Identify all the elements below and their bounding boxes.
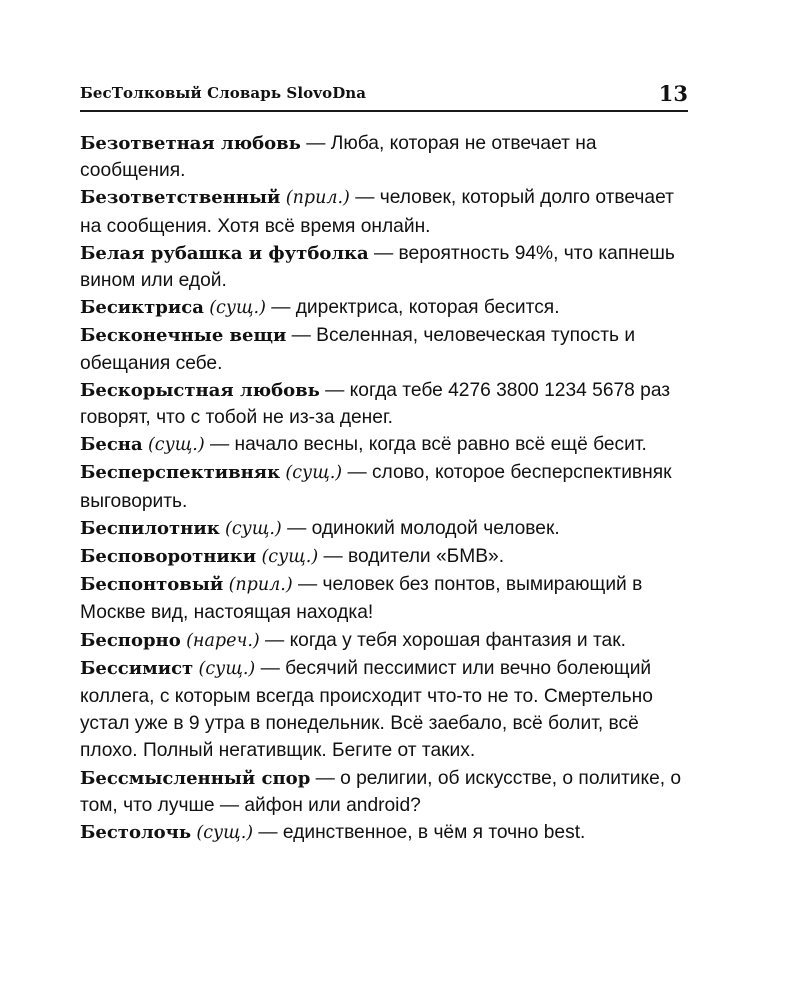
entry-definition: — единственное, в чём я точно best.	[253, 822, 586, 844]
entry-definition: — человек без понтов, вымирающий в Москве вид, настоящая находка!	[80, 574, 643, 624]
entry-term: Бесперспективняк	[80, 462, 281, 484]
entry-definition: — бесячий пессимист или вечно болеющий коллега, с которым всегда происходит что-то не то. Смертельно устал уже в 9 утра в понедельник. Всё заебало, всё болит, всё плохо. Полный негативщик. Бегите от таких.	[80, 657, 653, 762]
entry-term: Безответная любовь	[80, 133, 301, 154]
entry-definition: — человек, который долго отвечает на сообщения. Хотя всё время онлайн.	[80, 187, 674, 237]
dictionary-entry	[80, 130, 690, 184]
entry-part-of-speech: (прил.)	[285, 188, 350, 209]
entry-definition: — слово, которое бесперспективняк выговорить.	[80, 462, 672, 512]
dictionary-entry	[80, 765, 690, 819]
dictionary-entry	[80, 655, 690, 765]
entry-term: Беспонтовый	[80, 574, 224, 596]
dictionary-entry	[80, 377, 690, 431]
entry-part-of-speech: (сущ.)	[147, 435, 205, 456]
entry-term: Бесконечные вещи	[80, 325, 287, 347]
dictionary-entry	[80, 322, 690, 376]
dictionary-entry	[80, 294, 690, 322]
entry-term: Бессмысленный спор	[80, 767, 311, 789]
entry-part-of-speech: (сущ.)	[209, 298, 266, 319]
entry-part-of-speech: (сущ.)	[225, 518, 282, 539]
entry-part-of-speech: (сущ.)	[261, 547, 319, 568]
running-title: БесТолковый Словарь SlovoDna	[80, 84, 367, 102]
entry-definition: — начало весны, когда всё равно всё ещё бесит.	[204, 434, 647, 456]
entry-definition: — водители «БМВ».	[318, 546, 505, 568]
dictionary-entry	[80, 240, 690, 294]
entry-term: Белая рубашка и футболка	[80, 242, 369, 264]
entry-definition: — Вселенная, человеческая тупость и обещания себе.	[80, 325, 636, 374]
entry-term: Безответственный	[80, 187, 281, 209]
entry-definition: — Люба, которая не отвечает на сообщения.	[80, 133, 597, 182]
entry-term: Бесповоротники	[80, 546, 257, 568]
entry-definition: — одинокий молодой человек.	[281, 517, 560, 539]
entry-definition: — когда тебе 4276 3800 1234 5678 раз говорят, что с тобой не из-за денег.	[80, 379, 671, 429]
page-header	[80, 80, 688, 112]
dictionary-entry	[80, 431, 690, 459]
entry-term: Бесиктриса	[80, 297, 204, 319]
dictionary-entry	[80, 819, 690, 847]
dictionary-entry	[80, 515, 690, 543]
entry-part-of-speech: (сущ.)	[196, 823, 254, 844]
entry-definition: — директриса, которая бесится.	[265, 297, 560, 319]
entry-term: Бессимист	[80, 657, 194, 679]
entry-term: Беспилотник	[80, 517, 220, 539]
dictionary-entry	[80, 571, 690, 626]
page-number: 13	[658, 81, 688, 106]
entry-term: Бесна	[80, 434, 143, 456]
dictionary-entry	[80, 543, 690, 571]
entry-term: Бестолочь	[80, 822, 192, 844]
entry-term: Бескорыстная любовь	[80, 379, 320, 401]
entry-definition: — о религии, об искусстве, о политике, о том, что лучше — айфон или android?	[80, 767, 682, 816]
entry-part-of-speech: (сущ.)	[198, 658, 256, 679]
entry-part-of-speech: (сущ.)	[285, 463, 343, 484]
entry-term: Беспорно	[80, 629, 181, 651]
dictionary-entry	[80, 459, 690, 514]
dictionary-entry	[80, 627, 690, 655]
dictionary-entries	[80, 130, 690, 847]
entry-part-of-speech: (прил.)	[228, 575, 293, 596]
dictionary-entry	[80, 184, 690, 239]
entry-definition: — вероятность 94%, что капнешь вином или едой.	[80, 242, 675, 292]
entry-part-of-speech: (нареч.)	[186, 630, 260, 651]
entry-definition: — когда у тебя хорошая фантазия и так.	[259, 629, 626, 651]
